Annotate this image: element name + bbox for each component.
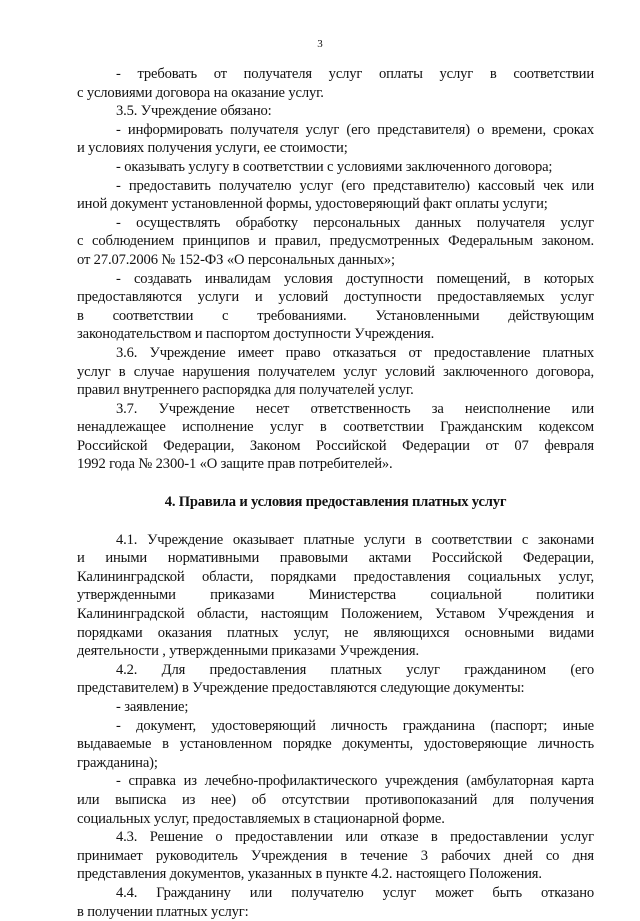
text-line: гражданина);	[77, 754, 158, 771]
text-line: - справка из лечебно-профилактического учреждения (амбулаторная карта	[116, 773, 594, 790]
text-line: - требовать от получателя услуг оплаты услуг в соответствии	[116, 66, 594, 82]
section-heading: 4. Правила и условия предоставления платных услуг	[164, 494, 507, 511]
text-line: услуг в случае нарушения получателем услуг условий заключенного договора,	[77, 363, 594, 380]
text-line: представления документов, указанных в пункте 4.2. настоящего Положения.	[77, 866, 542, 883]
text-line: - создавать инвалидам условия доступности помещений, в которых	[116, 270, 594, 287]
text-line: - заявление;	[116, 699, 189, 715]
text-line: выдаваемые в установленном порядке документы, удостоверяющие личность	[77, 736, 594, 753]
text-line: принимает руководитель Учреждения в течение 3 рабочих дней со дня	[77, 847, 594, 864]
text-line: Калининградской области, настоящим Положением, Уставом Учреждения и	[77, 606, 594, 623]
text-line: ненадлежащее исполнение услуг в соответствии Гражданским кодексом	[77, 419, 594, 436]
text-line: и иными нормативными правовыми актами Российской Федерации,	[77, 550, 594, 567]
document-body	[77, 65, 594, 921]
text-line: 3.6. Учреждение имеет право отказаться от предоставление платных	[116, 344, 594, 361]
text-line: в получении платных услуг:	[77, 903, 249, 920]
text-line: правил внутреннего распорядка для получателей услуг.	[77, 382, 414, 399]
text-line: иной документ установленной формы, удостоверяющий факт оплаты услуги;	[77, 196, 548, 213]
text-line: 3.5. Учреждение обязано:	[116, 103, 272, 120]
text-line: 4.1. Учреждение оказывает платные услуги в соответствии с законами	[116, 531, 594, 548]
text-line: - информировать получателя услуг (его представителя) о времени, сроках	[116, 121, 594, 138]
text-line: - документ, удостоверяющий личность гражданина (паспорт; иные	[116, 717, 594, 734]
text-line: законодательством и паспортом доступности Учреждения.	[77, 326, 435, 343]
text-line: - оказывать услугу в соответствии с условиями заключенного договора;	[116, 158, 553, 175]
text-line: утвержденными приказами Министерства социальной политики	[77, 587, 594, 604]
text-line: с соблюдением принципов и правил, предусмотренных Федеральным законом.	[77, 233, 594, 250]
text-line: 4.3. Решение о предоставлении или отказе в предоставлении услуг	[116, 829, 594, 846]
text-line: предоставляются услуги и условий доступности предоставляемых услуг	[77, 289, 594, 306]
text-line: 4.2. Для предоставления платных услуг гражданином (его	[116, 661, 594, 678]
text-line: Калининградской области, порядками предоставления социальных услуг,	[77, 568, 594, 585]
text-line: представителем) в Учреждение предоставляются следующие документы:	[77, 680, 525, 697]
text-line: Российской Федерации, Законом Российской Федерации от 07 февраля	[77, 437, 594, 454]
text-line: 4.4. Гражданину или получателю услуг может быть отказано	[116, 884, 594, 901]
text-line: деятельности , утвержденными приказами Учреждения.	[77, 643, 419, 660]
text-line: 3.7. Учреждение несет ответственность за неисполнение или	[116, 400, 594, 417]
page-number: 3	[317, 38, 323, 50]
text-line: и условиях получения услуги, ее стоимости;	[77, 140, 348, 157]
text-line: - предоставить получателю услуг (его представителю) кассовый чек или	[116, 177, 594, 194]
text-line: 1992 года № 2300-1 «О защите прав потребителей».	[77, 456, 393, 473]
text-line: социальных услуг, предоставляемых в стационарной форме.	[77, 810, 445, 827]
text-line: с условиями договора на оказание услуг.	[77, 84, 324, 101]
text-line: или выписка из нее) об отсутствии противопоказаний для получения	[77, 791, 594, 808]
text-line: порядками оказания платных услуг, не являющихся основными видами	[77, 624, 594, 641]
text-line: от 27.07.2006 № 152-ФЗ «О персональных данных»;	[77, 251, 395, 268]
text-line: в соответствии с требованиями. Установленными действующим	[77, 307, 594, 324]
text-line: - осуществлять обработку персональных данных получателя услуг	[116, 214, 594, 231]
